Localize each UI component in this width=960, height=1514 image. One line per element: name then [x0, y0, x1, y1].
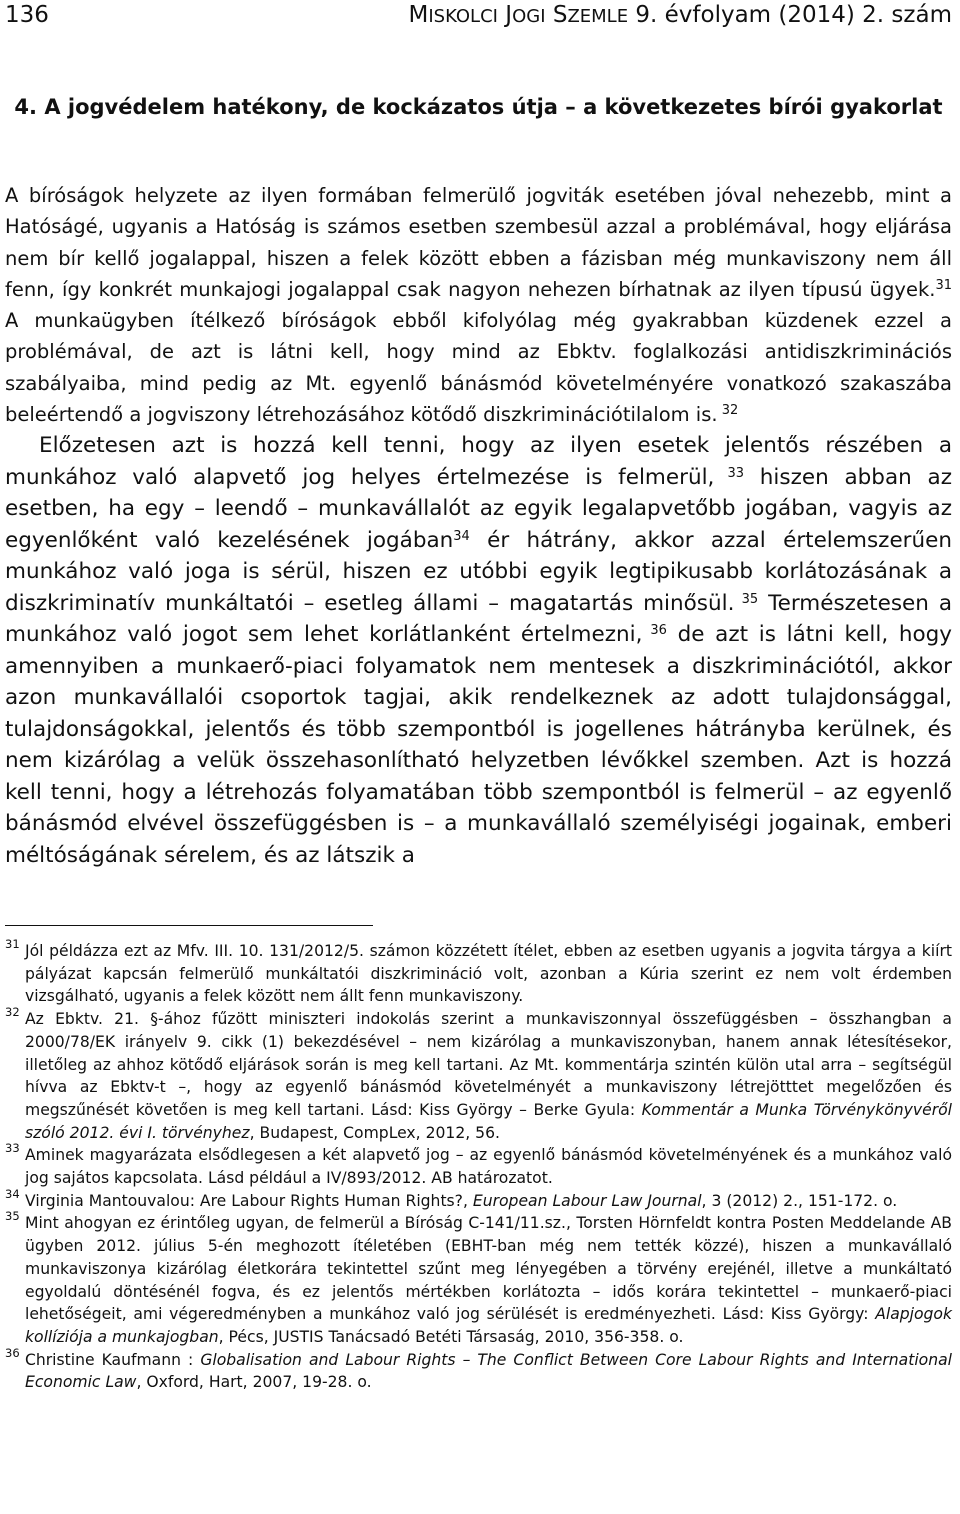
footnote-32: 32 Az Ebktv. 21. §-ához fűzött miniszteri indokolás szerint a munkaviszonnyal összefüggésben – összhangban a 2000/78/EK irányelv 9. cikk (1) bekezdésével – nem kizárólag a munkaviszonyban, hanem annak létesítésekor, illetőleg az ahhoz kötődő eljárások során is meg kell tartani. Az Mt. kommentárja szintén külön utal arra – segítségül hívva az Ebktv-t –, hogy az egyenlő bánásmód követelményét a munkaviszony létrejötttet megelőzően és megszűnését követően is meg kell tartani. Lásd: Kiss György – Berke Gyula: Kommentár a Munka Törvénykönyvéről szóló 2012. évi I. törvényhez, Budapest, CompLex, 2012, 56. [5, 1008, 952, 1144]
section-heading: 4. A jogvédelem hatékony, de kockázatos útja – a következetes bírói gyakorlat [14, 95, 943, 119]
footnotes [5, 937, 953, 1394]
footnote-ref[interactable]: 32 [717, 402, 739, 418]
footnote-number: 31 [5, 937, 20, 951]
footnote-ref[interactable]: 36 [642, 623, 667, 639]
footnote-number: 32 [5, 1005, 20, 1020]
footnote-ref[interactable]: 33 [714, 465, 744, 481]
footnote-35: 35 Mint ahogyan ez érintőleg ugyan, de felmerül a Bíróság C-141/11.sz., Torsten Hörnfeldt kontra Posten Meddelande AB ügyben 2012. július 5-én meghozott ítéletében (EBHT-ban még nem tették közzé), hiszen a munkavállaló munkaviszonya kizárólag életkorára tekintettel szűnt meg lényegében a törvény erejénél, illetve a munkáltató egyoldalú döntésénél fogva, és ez jelentős mértékben korlátozta – idős korára tekintettel – munkaerő-piaci lehetőségeit, ami végeredményben a munkához való jog sérülését is eredményezheti. Lásd: Kiss György: Alapjogok kollíziója a munkajogban, Pécs, JUSTIS Tanácsadó Betéti Társaság, 2010, 356-358. o. [5, 1212, 952, 1348]
footnote-ref[interactable]: 31 [935, 277, 952, 293]
footnote-31: 31 Jól példázza ezt az Mfv. III. 10. 131/2012/5. számon közzétett ítélet, ebben az esetben ugyanis a jogvita tárgya a kiírt pályázat kapcsán felmerülő munkáltatói diszkrimináció volt, azonban a Kúria szerint ez nem volt érdemben vizsgálható, ugyanis a felek között nem állt fenn munkaviszony. [5, 940, 952, 1008]
body-text [5, 180, 952, 871]
page-number: 136 [5, 2, 49, 28]
footnote-34: 34 Virginia Mantouvalou: Are Labour Rights Human Rights?, European Labour Law Journal, 3 (2012) 2., 151-172. o. [5, 1190, 952, 1213]
paragraph: Előzetesen azt is hozzá kell tenni, hogy az ilyen esetek jelentős részében a munkához való alapvető jog helyes értelmezése is felmerül, $^{33}$ hiszen abban az esetben, ha egy – leendő – munkavállalót az egyik legalapvetőbb jogában, vagyis az egyenlőként való kezelésének jogában$^{34}$ ér hátrány, akkor azzal értelemszerűen munkához való joga is sérül, hiszen ez utóbbi egyik legtipikusabb korlátozásának a diszkriminatív munkáltatói – esetleg állami – magatartás minősül. $^{35}$ Természetesen a munkához való jogot sem lehet korlátlanként értelmezni, $^{36}$ de azt is látni kell, hogy amennyiben a munkaerő-piaci folyamatok nem mentesek a diszkriminációtól, akkor azon munkavállalói csoportok tagjai, akik rendelkeznek az adott tulajdonsággal, tulajdonságokkal, jelentős és több szempontból is jogellenes hátrányba kerülnek, és nem kizárólag a velük összehasonlítható helyzetben lévőkkel szemben. Azt is hozzá kell tenni, hogy a létrehozás folyamatában több szempontból is felmerül – az egyenlő bánásmód elvével összefüggésben is – a munkavállaló személyiségi jogainak, emberi méltóságának sérelem, és az látszik a [5, 433, 952, 868]
paragraph: A bíróságok helyzete az ilyen formában felmerülő jogviták esetében jóval nehezebb, mint a Hatóságé, ugyanis a Hatóság is számos esetben szembesül azzal a problémával, hogy eljárása nem bír kellő jogalappal, hiszen a felek között ebben a fázisban még munkaviszony nem áll fenn, így konkrét munkajogi jogalappal csak nagyon nehezen bírhatnak az ilyen típusú ügyek.$^{31}$ A munkaügyben ítélkező bíróságok ebből kifolyólag még gyakrabban küzdenek ezzel a problémával, de azt is látni kell, hogy mind az Ebktv. foglalkozási antidiszkriminációs szabályaiba, mind pedig az Mt. egyenlő bánásmód követelményére vonatkozó szakaszába beleértendő a jogviszony létrehozásához kötődő diszkriminációtilalom is. $^{32}$ [5, 184, 952, 427]
footnote-33: 33 Aminek magyarázata elsődlegesen a két alapvető jog – az egyenlő bánásmód követelményének és a munkához való jog sajátos kapcsolata. Lásd például a IV/893/2012. AB határozatot. [5, 1144, 952, 1189]
footnote-ref[interactable]: 34 [453, 528, 470, 544]
journal-title: MISKOLCI JOGI SZEMLE 9. évfolyam (2014) 2. szám [408, 2, 952, 28]
footnote-number: 33 [5, 1141, 20, 1156]
running-header [5, 2, 952, 36]
footnote-36: 36 Christine Kaufmann : Globalisation and Labour Rights – The Conflict Between Core Labour Rights and International Economic Law, Oxford, Hart, 2007, 19-28. o. [5, 1349, 952, 1394]
footnote-number: 36 [5, 1345, 20, 1360]
footnote-number: 34 [5, 1186, 20, 1201]
footnote-separator [5, 925, 373, 926]
footnote-ref[interactable]: 35 [734, 591, 759, 607]
footnote-number: 35 [5, 1209, 20, 1224]
